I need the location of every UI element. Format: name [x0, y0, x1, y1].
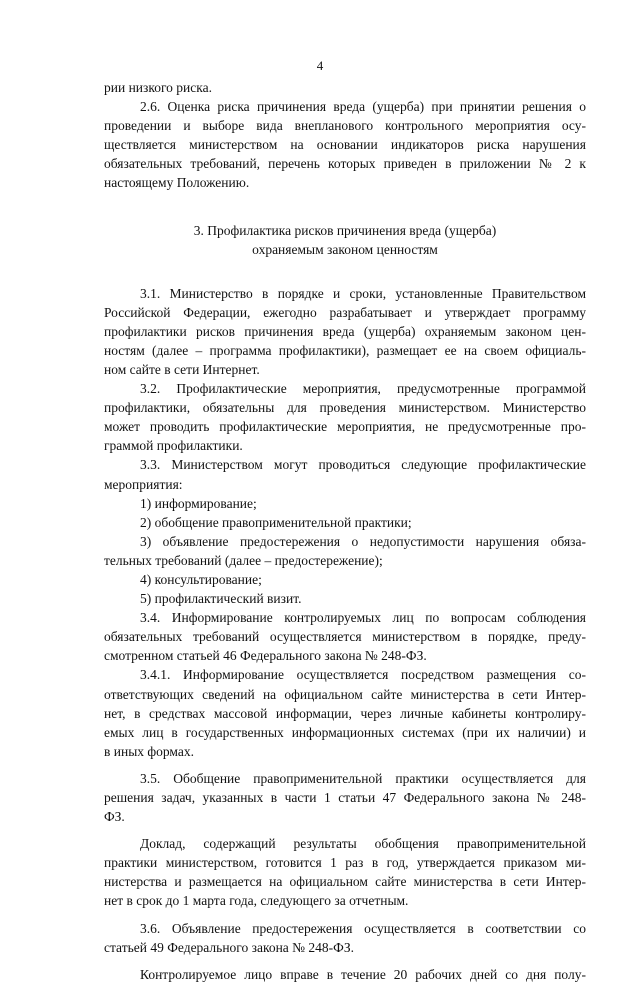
- paragraph-3-1: 3.1. Министерство в порядке и сроки, установленные Правительством Российской Федерации, ежегодно разрабатывает и утверждает программу профилактики рисков причинения вреда (ущерба) охраняемым законом цен- ностям (далее – программа профилактики), размещает ее на своем официаль- ном сайте в сети Интернет.: [104, 285, 586, 377]
- paragraph-3-4-1: 3.4.1. Информирование осуществляется посредством размещения со- ответствующих сведений на официальном сайте министерства в сети Интер- нет, в средствах массовой информации, через личные кабинеты контролиру- емых лиц в государственных информационных системах (при их наличии) и в иных формах.: [104, 667, 586, 759]
- page-number: 4: [316, 58, 324, 73]
- paragraph-3-3: 3.3. Министерством могут проводиться следующие профилактические мероприятия:: [104, 457, 586, 492]
- document-body: [104, 78, 586, 984]
- paragraph-3-2: 3.2. Профилактические мероприятия, предусмотренные программой профилактики, обязательны для проведения министерством. Министерство может проводить профилактические мероприятия, не предусмотренные про- граммой профилактики.: [104, 381, 586, 454]
- paragraph-3-6: 3.6. Объявление предостережения осуществляется в соответствии со статьей 49 Федерального закона № 248-ФЗ.: [104, 920, 586, 955]
- paragraph-report: Доклад, содержащий результаты обобщения правоприменительной практики министерством, готовится 1 раз в год, утверждается приказом ми- нистерства и размещается на официальном сайте министерства в сети Интер- нет в срок до 1 марта года, следующего за отчетным.: [104, 836, 586, 909]
- list-item-4: 4) консультирование;: [140, 571, 262, 587]
- list-item-1: 1) информирование;: [140, 495, 257, 511]
- paragraph-3-5: 3.5. Обобщение правоприменительной практики осуществляется для решения задач, указанных в части 1 статьи 47 Федерального закона № 248- ФЗ.: [104, 770, 586, 825]
- paragraph-continuation: рии низкого риска.: [104, 80, 212, 95]
- paragraph-3-4: 3.4. Информирование контролируемых лиц по вопросам соблюдения обязательных требований осуществляется министерством в порядке, преду- смотренном статьей 46 Федерального закона № 248-ФЗ.: [104, 610, 586, 664]
- paragraph-2-6: 2.6. Оценка риска причинения вреда (ущерба) при принятии решения о проведении и выборе вида внепланового контрольного мероприятия осу- ществляется министерством на основании индикаторов риска нарушения обязательных требований, перечень которых приведен в приложении № 2 к настоящему Положению.: [104, 99, 586, 191]
- list-item-3: 3) объявление предостережения о недопустимости нарушения обяза- тельных требований (далее – предостережение);: [104, 533, 586, 568]
- paragraph-last: Контролируемое лицо вправе в течение 20 рабочих дней со дня полу-: [140, 966, 586, 982]
- list-item-2: 2) обобщение правоприменительной практики;: [140, 514, 412, 530]
- section-heading: 3. Профилактика рисков причинения вреда (ущерба) охраняемым законом ценностям: [193, 222, 497, 258]
- list-item-5: 5) профилактический визит.: [140, 591, 302, 607]
